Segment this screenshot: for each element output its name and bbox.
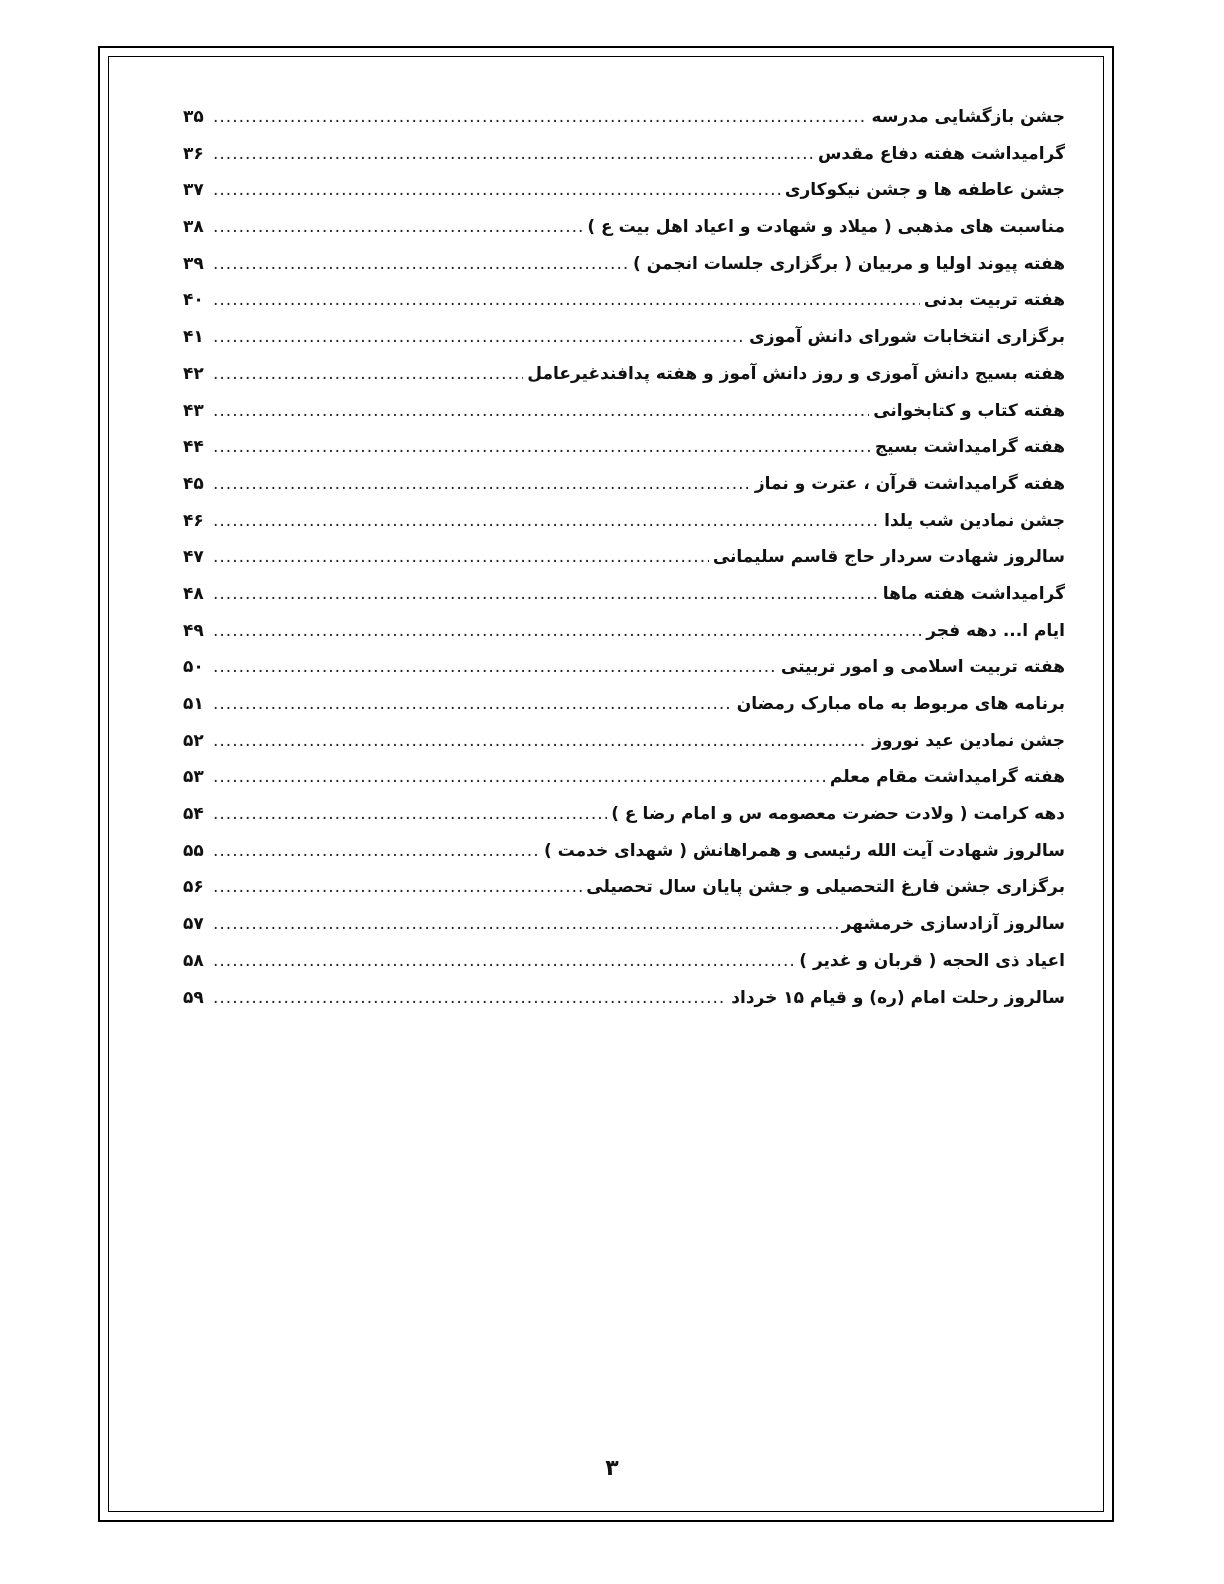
toc-leader-dots — [213, 429, 871, 466]
toc-entry-page: ۵۰ — [183, 657, 204, 678]
toc-entry[interactable] — [183, 246, 1065, 283]
toc-entry[interactable] — [183, 172, 1065, 209]
toc-leader-dots — [213, 649, 777, 686]
toc-leader-dots — [213, 613, 922, 650]
toc-entry[interactable] — [183, 503, 1065, 540]
toc-entry-title: سالروز شهادت آیت الله رئیسی و همراهانش ( شهدای خدمت ) — [543, 840, 1065, 861]
toc-leader-dots — [213, 539, 709, 576]
toc-entry-page: ۴۵ — [183, 473, 204, 494]
toc-entry-page: ۴۱ — [183, 327, 204, 348]
toc-entry-title: دهه کرامت ( ولادت حضرت معصومه س و امام رضا ع ) — [611, 804, 1065, 825]
toc-entry[interactable] — [183, 576, 1065, 613]
toc-entry[interactable] — [183, 869, 1065, 906]
toc-entry[interactable] — [183, 759, 1065, 796]
toc-leader-dots — [213, 282, 920, 319]
toc-entry[interactable] — [183, 429, 1065, 466]
toc-entry-title: سالروز رحلت امام (ره) و قیام ۱۵ خرداد — [731, 987, 1065, 1008]
toc-entry[interactable] — [183, 539, 1065, 576]
toc-entry-title: هفته تربیت اسلامی و امور تربیتی — [780, 657, 1065, 678]
toc-entry-page: ۵۹ — [183, 987, 204, 1008]
toc-entry-title: ایام ا... دهه فجر — [926, 620, 1065, 641]
toc-entry[interactable] — [183, 136, 1065, 173]
toc-entry-page: ۳۶ — [183, 143, 204, 164]
toc-entry[interactable] — [183, 906, 1065, 943]
toc-entry-title: برگزاری جشن فارغ التحصیلی و جشن پایان سال تحصیلی — [586, 877, 1065, 898]
toc-leader-dots — [213, 136, 814, 173]
toc-entry[interactable] — [183, 393, 1065, 430]
toc-entry-title: برگزاری انتخابات شورای دانش آموزی — [749, 327, 1065, 348]
toc-entry-page: ۴۳ — [183, 400, 204, 421]
toc-entry-page: ۴۸ — [183, 583, 204, 604]
toc-entry[interactable] — [183, 356, 1065, 393]
toc-entry-page: ۵۴ — [183, 804, 204, 825]
toc-entry-title: سالروز آزادسازی خرمشهر — [841, 914, 1065, 935]
toc-entry-page: ۵۲ — [183, 730, 204, 751]
toc-entry-title: گرامیداشت هفته ماها — [882, 583, 1065, 604]
toc-leader-dots — [213, 466, 751, 503]
toc-leader-dots — [213, 759, 826, 796]
toc-entry-title: هفته بسیج دانش آموزی و روز دانش آموز و هفته پدافندغیرعامل — [527, 363, 1065, 384]
toc-leader-dots — [213, 723, 868, 760]
toc-leader-dots — [213, 393, 869, 430]
toc-leader-dots — [213, 796, 607, 833]
toc-entry[interactable] — [183, 466, 1065, 503]
toc-entry-page: ۳۵ — [183, 107, 204, 127]
toc-entry[interactable] — [183, 649, 1065, 686]
toc-leader-dots — [213, 576, 879, 613]
toc-leader-dots — [213, 869, 582, 906]
toc-leader-dots — [213, 319, 745, 356]
toc-entry-title: مناسبت های مذهبی ( میلاد و شهادت و اعیاد اهل بیت ع ) — [587, 217, 1065, 238]
toc-entry-page: ۵۳ — [183, 767, 204, 788]
toc-entry-page: ۵۵ — [183, 840, 204, 861]
toc-leader-dots — [213, 503, 880, 540]
toc-entry[interactable] — [183, 209, 1065, 246]
toc-entry[interactable] — [183, 796, 1065, 833]
toc-entry-page: ۴۴ — [183, 437, 204, 458]
toc-entry-title: هفته گرامیداشت قرآن ، عترت و نماز — [754, 473, 1065, 494]
toc-entry-title: جشن بازگشایی مدرسه — [871, 107, 1065, 127]
toc-entry-page: ۴۰ — [183, 290, 204, 311]
toc-entry-title: هفته تربیت بدنی — [923, 290, 1065, 311]
toc-entry[interactable] — [183, 282, 1065, 319]
table-of-contents — [183, 99, 1065, 1016]
toc-entry[interactable] — [183, 613, 1065, 650]
toc-entry-page: ۵۸ — [183, 950, 204, 971]
toc-entry-title: هفته گرامیداشت مقام معلم — [829, 767, 1065, 788]
toc-leader-dots — [213, 356, 523, 393]
toc-entry-title: اعیاد ذی الحجه ( قربان و غدیر ) — [799, 950, 1065, 971]
toc-entry-page: ۳۹ — [183, 253, 204, 274]
page-number: ۳ — [605, 1456, 619, 1481]
toc-entry-title: هفته پیوند اولیا و مربیان ( برگزاری جلسات انجمن ) — [633, 253, 1065, 274]
toc-leader-dots — [213, 980, 727, 1017]
toc-entry-title: برنامه های مربوط به ماه مبارک رمضان — [736, 694, 1065, 714]
toc-entry-page: ۵۷ — [183, 914, 204, 935]
toc-entry[interactable] — [183, 943, 1065, 980]
toc-entry-page: ۳۷ — [183, 180, 204, 201]
toc-entry[interactable] — [183, 99, 1065, 136]
toc-entry-page: ۴۷ — [183, 547, 204, 568]
toc-entry-page: ۵۱ — [183, 694, 204, 714]
toc-leader-dots — [213, 833, 540, 870]
toc-entry-title: جشن نمادین عید نوروز — [872, 730, 1065, 751]
toc-entry-page: ۴۲ — [183, 363, 204, 384]
toc-entry-title: هفته کتاب و کتابخوانی — [873, 400, 1065, 421]
toc-leader-dots — [213, 246, 629, 283]
toc-leader-dots — [213, 209, 583, 246]
toc-entry-title: هفته گرامیداشت بسیج — [874, 437, 1065, 458]
toc-entry[interactable] — [183, 319, 1065, 356]
toc-entry[interactable] — [183, 833, 1065, 870]
toc-leader-dots — [213, 99, 867, 136]
toc-leader-dots — [213, 943, 795, 980]
toc-entry[interactable] — [183, 686, 1065, 723]
toc-leader-dots — [213, 686, 733, 723]
toc-entry[interactable] — [183, 980, 1065, 1017]
toc-entry-title: جشن نمادین شب یلدا — [884, 510, 1065, 531]
toc-entry-page: ۴۹ — [183, 620, 204, 641]
toc-entry-page: ۵۶ — [183, 877, 204, 898]
toc-entry[interactable] — [183, 723, 1065, 760]
toc-entry-title: سالروز شهادت سردار حاج قاسم سلیمانی — [712, 547, 1065, 568]
toc-entry-title: جشن عاطفه ها و جشن نیکوکاری — [784, 180, 1065, 201]
toc-entry-page: ۴۶ — [183, 510, 204, 531]
toc-entry-page: ۳۸ — [183, 217, 204, 238]
toc-leader-dots — [213, 172, 781, 209]
toc-entry-title: گرامیداشت هفته دفاع مقدس — [817, 143, 1065, 164]
toc-leader-dots — [213, 906, 838, 943]
